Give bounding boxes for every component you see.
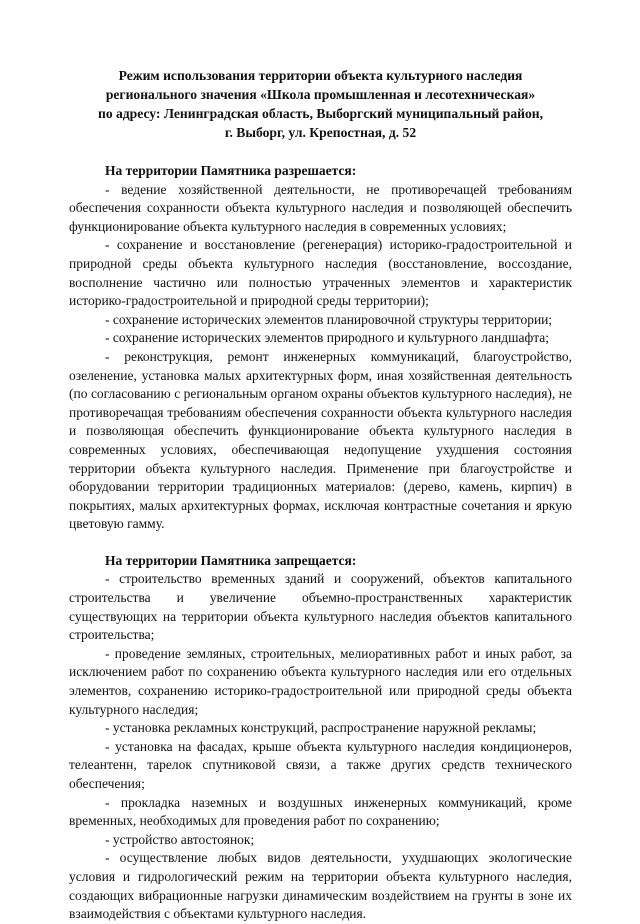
document-title bbox=[69, 66, 572, 142]
allowed-item: - сохранение исторических элементов планировочной структуры территории; bbox=[105, 311, 553, 327]
title-line-2: регионального значения «Школа промышленная и лесотехническая» bbox=[105, 87, 536, 102]
title-line-3: по адресу: Ленинградская область, Выборгский муниципальный район, bbox=[97, 106, 544, 121]
allowed-item: - сохранение и восстановление (регенерация) историко-градостроительной и природной среды объекта культурного наследия (восстановление, воссоздание, восполнение частично или полностью утраченных элементов и характеристик историко-градостроительной и природной среды территории); bbox=[69, 237, 572, 309]
allowed-item: - реконструкция, ремонт инженерных коммуникаций, благоустройство, озеленение, установка малых архитектурных форм, иная хозяйственная деятельность (по согласованию с региональным органом охраны объектов культурного наследия), не противоречащая требованиям обеспечения сохранности объекта культурного наследия и позволяющая обеспечить функционирование объекта культурного наследия в современных условиях, обеспечивающая недопущение ухудшения состояния территории объекта культурного наследия. Применение при благоустройстве и оборудовании территории традиционных материалов: (дерево, камень, кирпич) в покрытиях, малых архитектурных формах, исключая контрастные сочетания и яркую цветовую гамму. bbox=[69, 348, 572, 532]
forbidden-item: - осуществление любых видов деятельности, ухудшающих экологические условия и гидрологический режим на территории объекта культурного наследия, создающих вибрационные нагрузки динамическим воздействием на грунты в зоне их взаимодействия с объектами культурного наследия. bbox=[69, 850, 572, 922]
allowed-item: - ведение хозяйственной деятельности, не противоречащей требованиям обеспечения сохранности объекта культурного наследия и позволяющей обеспечить функционирование объекта культурного наследия в современных условиях; bbox=[69, 181, 572, 234]
forbidden-section bbox=[69, 552, 572, 924]
allowed-heading: На территории Памятника разрешается: bbox=[105, 163, 357, 178]
forbidden-heading: На территории Памятника запрещается: bbox=[105, 552, 357, 568]
allowed-section bbox=[69, 162, 572, 534]
forbidden-item: - устройство автостоянок; bbox=[105, 831, 255, 847]
forbidden-item: - строительство временных зданий и сооружений, объектов капитального строительства и увеличение объемно-пространственных характеристик существующих на территории объекта культурного наследия объектов капитального строительства; bbox=[69, 571, 572, 643]
forbidden-item: - прокладка наземных и воздушных инженерных коммуникаций, кроме временных, необходимых для проведения работ по сохранению; bbox=[69, 794, 572, 829]
title-line-4: г. Выборг, ул. Крепостная, д. 52 bbox=[224, 125, 417, 140]
forbidden-item: - установка на фасадах, крыше объекта культурного наследия кондиционеров, телеантенн, тарелок спутниковой связи, а также других средств технического обеспечения; bbox=[69, 738, 572, 791]
forbidden-item: - установка рекламных конструкций, распространение наружной рекламы; bbox=[105, 720, 537, 736]
forbidden-item: - проведение земляных, строительных, мелиоративных работ и иных работ, за исключением работ по сохранению объекта культурного наследия или его отдельных элементов, сохранению историко-градостроительной или природной среды объекта культурного наследия; bbox=[69, 645, 572, 717]
title-line-1: Режим использования территории объекта культурного наследия bbox=[118, 68, 523, 83]
allowed-item: - сохранение исторических элементов природного и культурного ландшафта; bbox=[105, 330, 550, 346]
